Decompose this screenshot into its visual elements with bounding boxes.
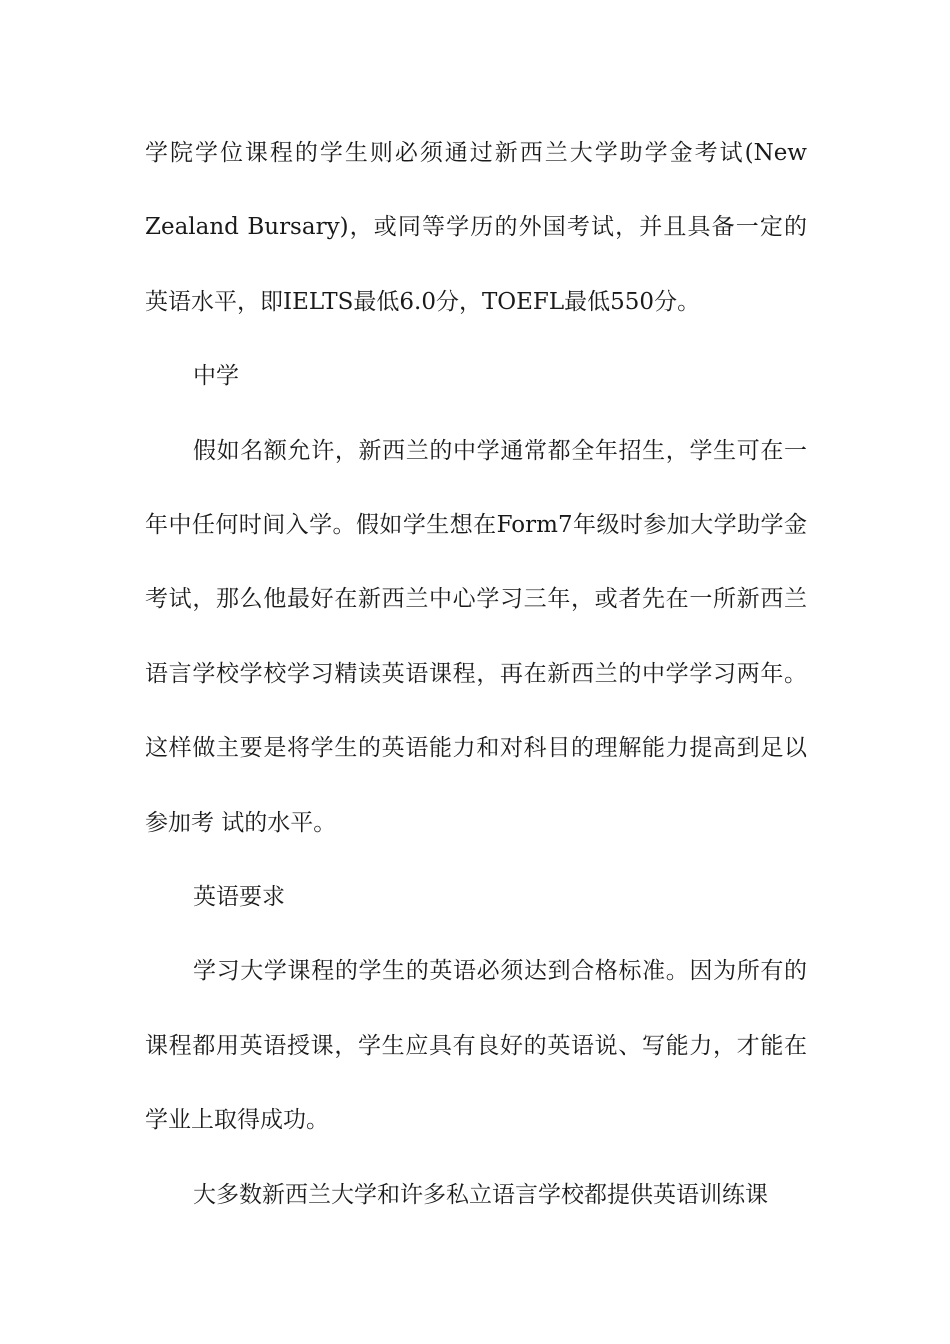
paragraph-english-training: 大多数新西兰大学和许多私立语言学校都提供英语训练课 [193,1181,768,1208]
paragraph-university-requirements: 学院学位课程的学生则必须通过新西兰大学助学金考试(New Zealand Bursary)，或同等学历的外国考试，并且具备一定的英语水平，即IELTS最低6.0分，TOEFL最低550分。 [145,140,807,315]
document-body [145,116,807,1232]
paragraph-secondary-school: 假如名额允许，新西兰的中学通常都全年招生，学生可在一年中任何时间入学。假如学生想在Form7年级时参加大学助学金考试，那么他最好在新西兰中心学习三年，或者先在一所新西兰语言学校学校学习精读英语课程，再在新西兰的中学学习两年。这样做主要是将学生的英语能力和对科目的理解能力提高到足以参加考 试的水平。 [145,437,807,836]
paragraph-english-standard: 学习大学课程的学生的英语必须达到合格标准。因为所有的课程都用英语授课，学生应具有良好的英语说、写能力，才能在学业上取得成功。 [145,958,807,1134]
section-heading-secondary-school: 中学 [193,363,239,390]
section-heading-english-requirements: 英语要求 [193,884,285,911]
